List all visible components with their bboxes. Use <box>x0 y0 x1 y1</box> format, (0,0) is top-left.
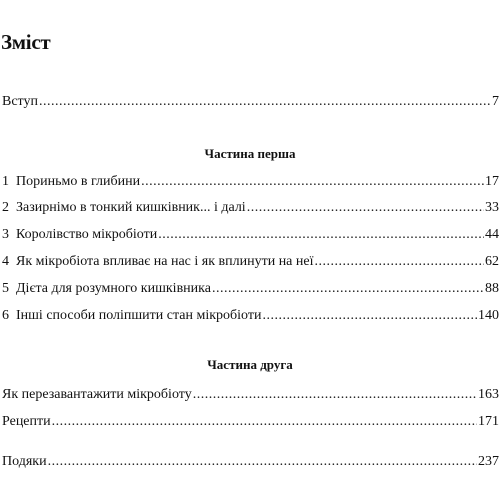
toc-entry-number: 5 <box>2 281 9 296</box>
toc-entry-label: Пориньмо в глибини <box>16 174 141 189</box>
toc-entry-label: Королівство мікробіоти <box>16 227 158 242</box>
toc-entry-label: Як перезавантажити мікробіоту <box>2 387 192 402</box>
toc-entry-page: 7 <box>492 94 499 109</box>
toc-entry-acknowledgements[interactable] <box>2 453 499 471</box>
toc-entry-chapter-5[interactable] <box>2 280 499 298</box>
toc-entry-number: 6 <box>2 308 9 323</box>
toc-entry-reset-microbiota[interactable] <box>2 386 499 404</box>
dot-leader <box>315 253 485 271</box>
dot-leader <box>212 280 484 298</box>
part-two-heading: Частина друга <box>207 357 293 372</box>
toc-entry-recipes[interactable] <box>2 413 499 431</box>
toc-entry-page: 62 <box>485 254 499 269</box>
toc-entry-label: Дієта для розумного кишківника <box>16 281 211 296</box>
page-title: Зміст <box>1 30 51 54</box>
toc-entry-label: Вступ <box>2 94 38 109</box>
dot-leader <box>141 173 484 191</box>
toc-entry-page: 44 <box>485 227 499 242</box>
dot-leader <box>262 307 477 325</box>
toc-entry-number: 1 <box>2 174 9 189</box>
dot-leader <box>52 413 477 431</box>
dot-leader <box>247 199 484 217</box>
toc-entry-page: 237 <box>478 454 499 469</box>
toc-entry-page: 88 <box>485 281 499 296</box>
toc-entry-chapter-2[interactable] <box>2 199 499 217</box>
toc-entry-label: Інші способи поліпшити стан мікробіоти <box>16 308 262 323</box>
toc-entry-chapter-4[interactable] <box>2 253 499 271</box>
toc-entry-chapter-3[interactable] <box>2 226 499 244</box>
toc-entry-label: Подяки <box>2 454 47 469</box>
toc-entry-chapter-6[interactable] <box>2 307 499 325</box>
toc-entry-number: 2 <box>2 200 9 215</box>
toc-entry-intro[interactable] <box>2 93 499 111</box>
toc-entry-page: 17 <box>485 174 499 189</box>
dot-leader <box>193 386 477 404</box>
toc-entry-label: Зазирнімо в тонкий кишківник... і далі <box>16 200 246 215</box>
toc-entry-chapter-1[interactable] <box>2 173 499 191</box>
dot-leader <box>39 93 491 111</box>
toc-entry-label: Рецепти <box>2 414 51 429</box>
toc-entry-label: Як мікробіота впливає на нас і як вплинути на неї <box>16 254 314 269</box>
toc-entry-page: 140 <box>478 308 499 323</box>
toc-entry-page: 163 <box>478 387 499 402</box>
dot-leader <box>48 453 477 471</box>
toc-entry-page: 33 <box>485 200 499 215</box>
toc-entry-page: 171 <box>478 414 499 429</box>
toc-entry-number: 3 <box>2 227 9 242</box>
part-one-heading: Частина перша <box>204 146 296 161</box>
toc-entry-number: 4 <box>2 254 9 269</box>
dot-leader <box>158 226 484 244</box>
